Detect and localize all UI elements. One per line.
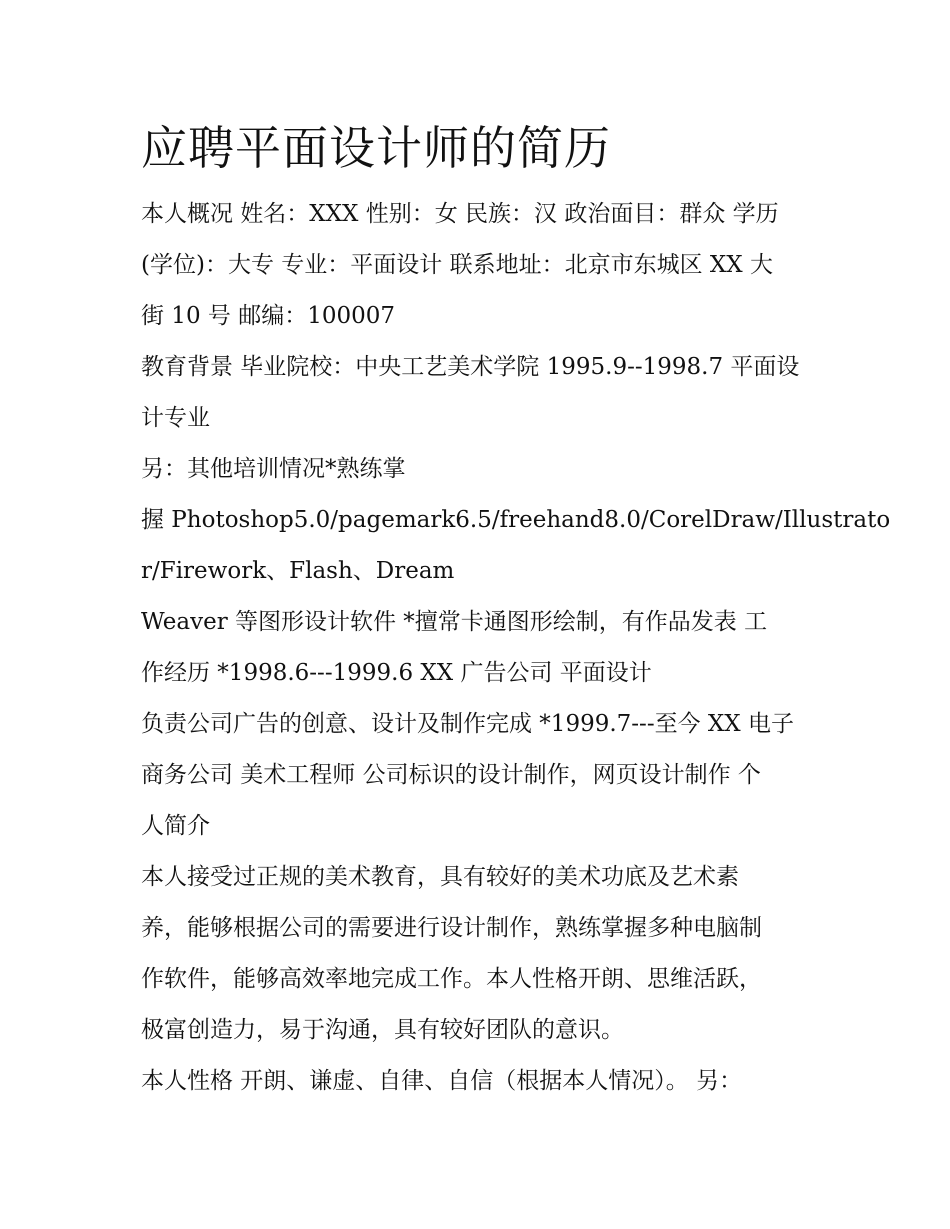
body-line: Weaver 等图形设计软件 *擅常卡通图形绘制，有作品发表 工 — [141, 609, 768, 635]
body-line: 作软件，能够高效率地完成工作。本人性格开朗、思维活跃， — [141, 966, 762, 992]
document-title: 应聘平面设计师的简历 — [141, 121, 611, 175]
body-line: r/Firework、Flash、Dream — [141, 558, 455, 584]
body-line: 本人概况 姓名：XXX 性别：女 民族：汉 政治面目：群众 学历 — [141, 201, 779, 227]
document-body — [141, 189, 891, 1107]
body-line: 计专业 — [141, 405, 210, 431]
body-line: 本人接受过正规的美术教育，具有较好的美术功底及艺术素 — [141, 864, 739, 890]
body-line: 握 Photoshop5.0/pagemark6.5/freehand8.0/CorelDraw/Illustrato — [141, 507, 891, 533]
body-line: 养，能够根据公司的需要进行设计制作，熟练掌握多种电脑制 — [141, 915, 762, 941]
body-line: 街 10 号 邮编：100007 — [141, 303, 395, 329]
body-line: 负责公司广告的创意、设计及制作完成 *1999.7---至今 XX 电子 — [141, 711, 794, 737]
body-line: 作经历 *1998.6---1999.6 XX 广告公司 平面设计 — [141, 660, 652, 686]
body-line: 极富创造力，易于沟通，具有较好团队的意识。 — [141, 1017, 624, 1043]
body-line: 本人性格 开朗、谦虚、自律、自信（根据本人情况）。 另： — [141, 1068, 743, 1094]
body-line: 另：其他培训情况*熟练掌 — [141, 456, 406, 482]
document-content — [141, 112, 891, 1107]
body-line: 商务公司 美术工程师 公司标识的设计制作，网页设计制作 个 — [141, 762, 761, 788]
body-line: 教育背景 毕业院校：中央工艺美术学院 1995.9--1998.7 平面设 — [141, 354, 800, 380]
body-line: 人简介 — [141, 813, 210, 839]
body-line: (学位)：大专 专业：平面设计 联系地址：北京市东城区 XX 大 — [141, 252, 773, 278]
